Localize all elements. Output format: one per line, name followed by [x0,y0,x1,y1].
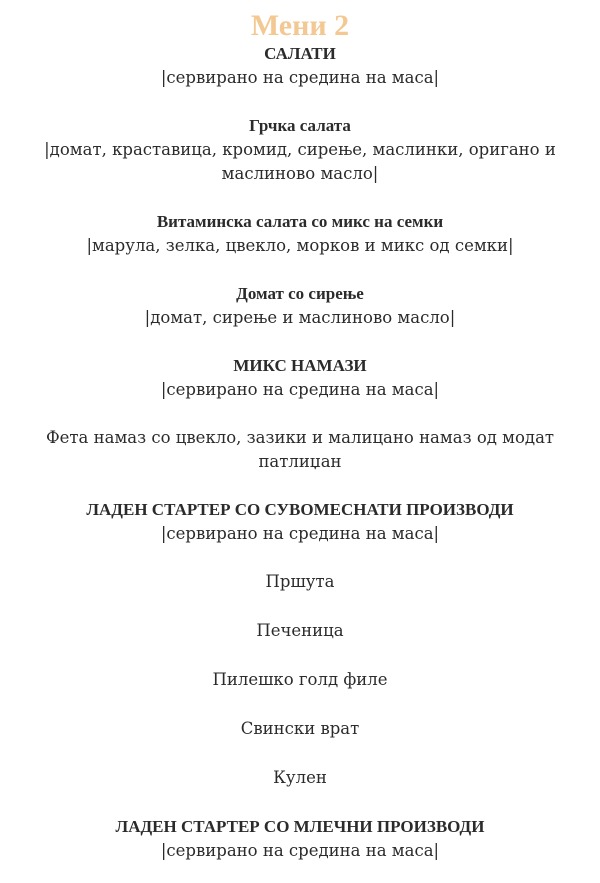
dish-description: |домат, сирење и маслиново масло| [144,308,456,327]
cold-meats-note: |сервирано на средина на маса| [160,524,440,543]
dish-description: |марула, зелка, цвекло, морков и микс од семки| [86,236,514,255]
dairy-section [14,815,586,863]
cold-meat-item: Свински врат [240,719,360,738]
dish-greek-salad [14,114,586,186]
dish-tomato-cheese [14,282,586,330]
salads-section [14,42,586,90]
section-heading-cold-meats: ЛАДЕН СТАРТЕР СО СУВОМЕСНАТИ ПРОИЗВОДИ [86,500,514,519]
dish-vitamin-salad [14,210,586,258]
spreads-note: |сервирано на средина на маса| [160,380,440,399]
menu-title: Мени 2 [250,9,350,42]
cold-meats-section [14,498,586,546]
dish-name: Домат со сирење [236,284,364,303]
cold-meat-item: Пилешко голд филе [212,670,388,689]
cold-meat-item: Кулен [273,768,327,787]
dish-description: |домат, краставица, кромид, сирење, маслинки, оригано и маслиново масло| [44,140,556,183]
salads-note: |сервирано на средина на маса| [160,68,440,87]
cold-meat-item: Пршута [265,572,335,591]
section-heading-salads: САЛАТИ [264,44,336,63]
spreads-item: Фета намаз со цвекло, зазики и малицано намаз од модат патлиџан [45,428,555,471]
dairy-note: |сервирано на средина на маса| [160,841,440,860]
section-heading-spreads: МИКС НАМАЗИ [233,356,367,375]
dish-name: Грчка салата [249,116,351,135]
cold-meat-item: Печеница [256,621,344,640]
spreads-section [14,354,586,402]
dish-name: Витаминска салата со микс на семки [156,212,444,231]
section-heading-dairy: ЛАДЕН СТАРТЕР СО МЛЕЧНИ ПРОИЗВОДИ [115,817,485,836]
spreads-item-block [14,426,586,474]
